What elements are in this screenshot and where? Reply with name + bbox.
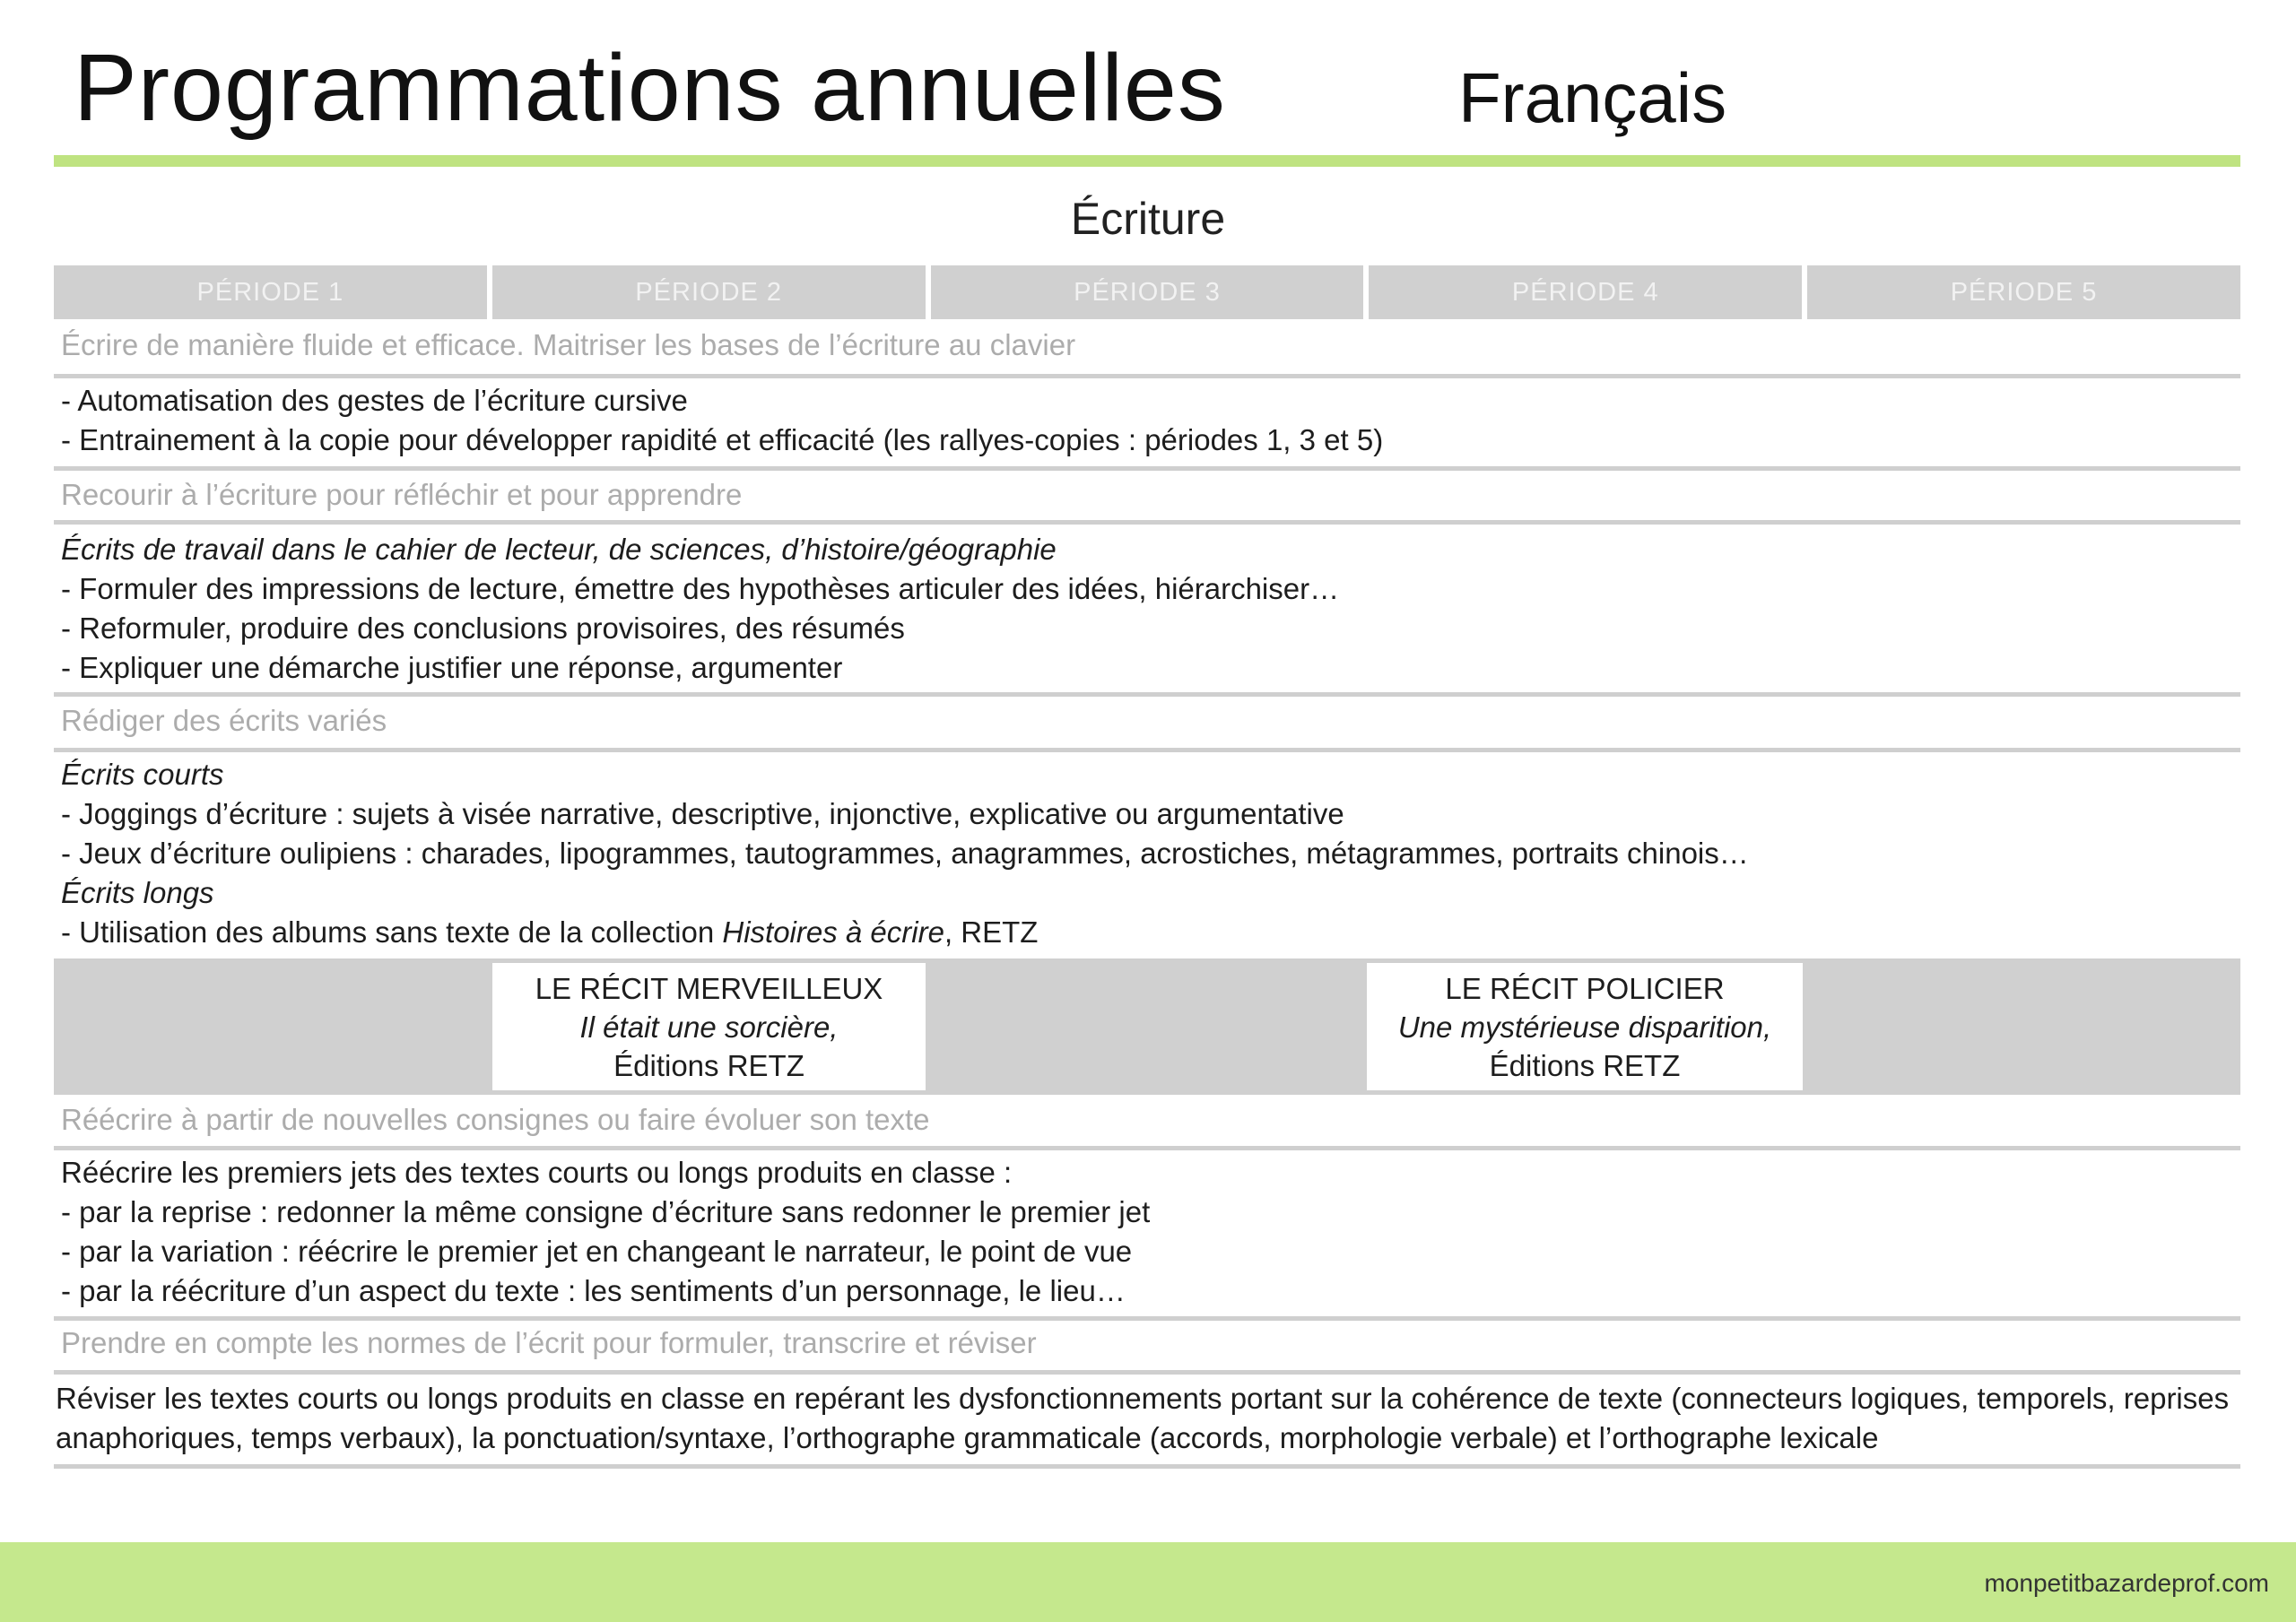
row-divider [54,520,2240,525]
period-5-header: PÉRIODE 5 [1807,265,2240,319]
period-header-row [54,265,2240,319]
book-title: Histoires à écrire [722,915,944,949]
row-2-subheading: Écrits de travail dans le cahier de lecteur, de sciences, d’histoire/géographie [61,533,1057,566]
footer-site: monpetitbazardeprof.com [1984,1569,2269,1597]
row-1-line: - Automatisation des gestes de l’écriture cursive [61,384,688,417]
period-3-header: PÉRIODE 3 [931,265,1364,319]
row-1-heading: Écrire de manière fluide et efficace. Maitriser les bases de l’écriture au clavier [61,328,1076,361]
row-divider [54,374,2240,378]
page-title: Programmations annuelles [74,35,1226,141]
row-3-line: - Joggings d’écriture : sujets à visée narrative, descriptive, injonctive, explicative ou argumentative [61,797,1344,830]
row-divider [54,1146,2240,1150]
project-period-4 [1367,963,1803,1090]
period-1-header: PÉRIODE 1 [54,265,487,319]
row-3-line: - Jeux d’écriture oulipiens : charades, lipogrammes, tautogrammes, anagrammes, acrostiches, métagrammes, portraits chinois… [61,837,1749,870]
project-period-2 [492,963,926,1090]
header-divider [54,155,2240,167]
row-4-heading: Réécrire à partir de nouvelles consignes ou faire évoluer son texte [61,1103,930,1136]
row-2-line: - Expliquer une démarche justifier une réponse, argumenter [61,651,843,684]
row-divider [54,1316,2240,1321]
period-2-header: PÉRIODE 2 [492,265,926,319]
row-5-heading: Prendre en compte les normes de l’écrit pour formuler, transcrire et réviser [61,1326,1037,1359]
row-divider [54,1370,2240,1375]
row-3-line: - Utilisation des albums sans texte de la collection Histoires à écrire, RETZ [61,915,1039,949]
row-3-content [54,755,2240,952]
row-3-subheading-long: Écrits longs [61,876,214,909]
row-5-content [54,1379,2240,1458]
row-5-line: Réviser les textes courts ou longs produits en classe en repérant les dysfonctionnements portant sur la cohérence de texte (connecteurs logiques, temporels, reprises [56,1382,2230,1415]
row-divider [54,466,2240,471]
row-5-line: anaphoriques, temps verbaux), la ponctuation/syntaxe, l’orthographe grammaticale (accords, morphologie verbale) et l’orthographe lexicale [56,1421,1879,1454]
row-4-line: - par la variation : réécrire le premier jet en changeant le narrateur, le point de vue [61,1235,1133,1268]
row-4-content [54,1153,2240,1311]
project-band [54,958,2240,1095]
row-3-heading: Rédiger des écrits variés [61,704,387,737]
row-4-line: Réécrire les premiers jets des textes courts ou longs produits en classe : [61,1156,1013,1189]
footer-bar [0,1542,2296,1622]
period-4-header: PÉRIODE 4 [1369,265,1802,319]
row-divider [54,748,2240,752]
row-2-heading: Recourir à l’écriture pour réfléchir et pour apprendre [61,478,743,511]
row-divider [54,692,2240,697]
project-book: Une mystérieuse disparition, [1397,1010,1772,1044]
row-divider [54,1464,2240,1469]
section-title: Écriture [1070,194,1226,244]
project-book: Il était une sorcière, [579,1010,839,1044]
row-4-line: - par la reprise : redonner la même consigne d’écriture sans redonner le premier jet [61,1195,1151,1228]
row-2-line: - Reformuler, produire des conclusions provisoires, des résumés [61,612,905,645]
subject-label: Français [1458,58,1727,137]
row-2-content [54,530,2240,688]
row-1-line: - Entrainement à la copie pour développer rapidité et efficacité (les rallyes-copies : périodes 1, 3 et 5) [61,423,1384,456]
row-1-content [54,381,2240,460]
project-publisher: Éditions RETZ [613,1049,804,1082]
row-4-line: - par la réécriture d’un aspect du texte : les sentiments d’un personnage, le lieu… [61,1274,1126,1307]
row-3-subheading-short: Écrits courts [61,758,224,791]
project-genre: LE RÉCIT MERVEILLEUX [535,972,883,1005]
project-genre: LE RÉCIT POLICIER [1445,972,1725,1005]
row-2-line: - Formuler des impressions de lecture, émettre des hypothèses articuler des idées, hiérarchiser… [61,572,1340,605]
project-publisher: Éditions RETZ [1489,1049,1681,1082]
